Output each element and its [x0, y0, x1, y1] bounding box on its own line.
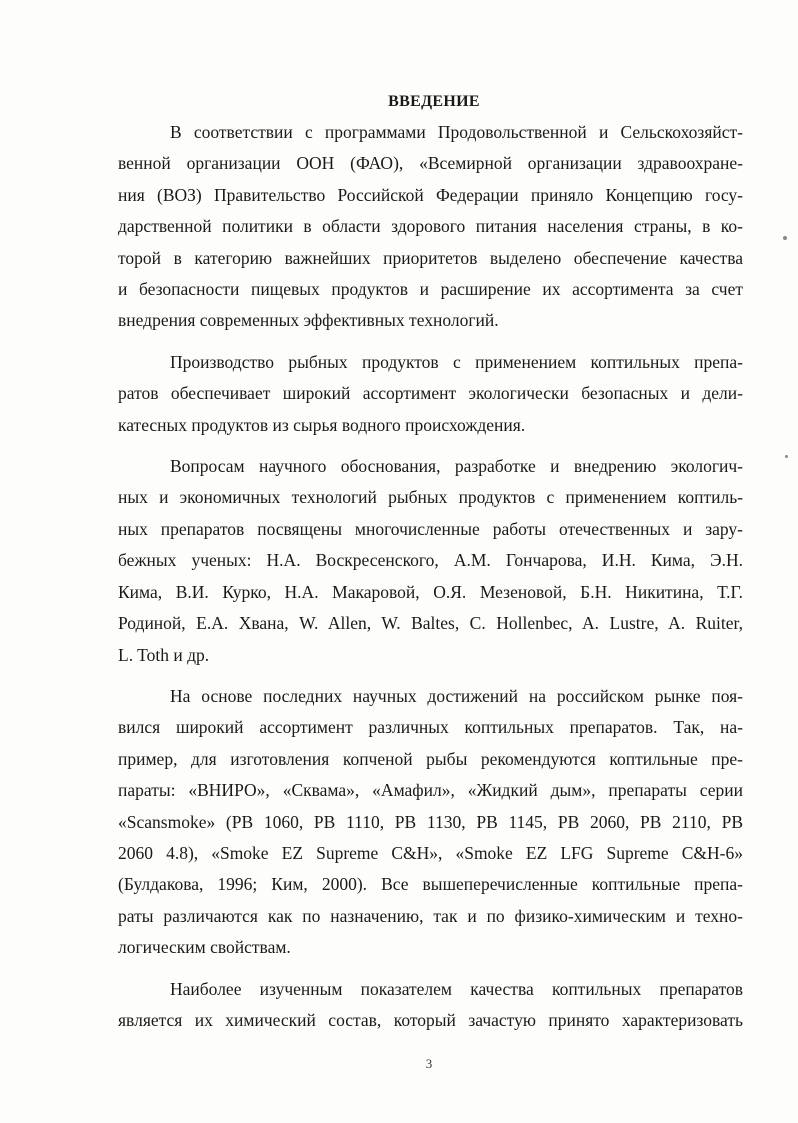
text-line: Вопросам научного обоснования, разработке и внедрению экологич-: [170, 456, 743, 477]
text-line: торой в категорию важнейших приоритетов выделено обеспечение качества: [118, 247, 743, 268]
document-body: [118, 117, 743, 1036]
text-line: является их химический состав, который зачастую принято характеризовать: [118, 1009, 743, 1030]
document-heading: ВВЕДЕНИЕ: [388, 93, 480, 110]
text-line: раты различаются как по назначению, так и по физико-химическим и техно-: [118, 905, 743, 926]
text-line: На основе последних научных достижений на российском рынке поя-: [170, 685, 743, 706]
scan-speck: [785, 455, 788, 458]
text-line: Родиной, Е.А. Хвана, W. Allen, W. Baltes, C. Hollenbec, A. Lustre, A. Ruiter,: [118, 613, 743, 634]
text-line: логическим свойствам.: [118, 937, 291, 958]
text-line: L. Toth и др.: [118, 644, 210, 665]
page-number: 3: [425, 1056, 433, 1071]
text-line: ных препаратов посвящены многочисленные работы отечественных и зару-: [118, 518, 743, 539]
text-line: дарственной политики в области здорового питания населения страны, в ко-: [118, 216, 743, 237]
text-line: Наиболее изученным показателем качества коптильных препаратов: [170, 978, 743, 999]
paragraph-1: [118, 117, 743, 337]
text-line: Кима, В.И. Курко, Н.А. Макаровой, О.Я. Мезеновой, Б.Н. Никитина, Т.Г.: [118, 581, 743, 602]
text-line: Производство рыбных продуктов с применением коптильных препа-: [170, 351, 743, 372]
text-line: и безопасности пищевых продуктов и расширение их ассортимента за счет: [118, 279, 743, 300]
text-line: ния (ВОЗ) Правительство Российской Федерации приняло Концепцию госу-: [118, 184, 743, 205]
text-line: ратов обеспечивает широкий ассортимент экологически безопасных и дели-: [118, 383, 743, 404]
paragraph-4: [118, 681, 743, 964]
text-line: вился широкий ассортимент различных коптильных препаратов. Так, на-: [118, 717, 743, 738]
scan-speck: [783, 236, 787, 240]
text-line: катесных продуктов из сырья водного происхождения.: [118, 414, 526, 435]
text-line: 2060 4.8), «Smoke EZ Supreme C&H», «Smoke EZ LFG Supreme C&H-6»: [118, 842, 743, 863]
text-line: (Булдакова, 1996; Ким, 2000). Все вышеперечисленные коптильные препа-: [118, 874, 743, 895]
text-line: пример, для изготовления копченой рыбы рекомендуются коптильные пре-: [118, 748, 743, 769]
paragraph-2: [118, 347, 743, 441]
text-line: внедрения современных эффективных технологий.: [118, 310, 499, 331]
text-line: венной организации ООН (ФАО), «Всемирной организации здравоохране-: [118, 153, 743, 174]
text-line: параты: «ВНИРО», «Сквама», «Амафил», «Жидкий дым», препараты серии: [118, 780, 743, 801]
text-line: «Scansmoke» (PB 1060, PB 1110, PB 1130, PB 1145, PB 2060, PB 2110, PB: [118, 811, 743, 832]
paragraph-3: [118, 451, 743, 671]
paragraph-5: [118, 974, 743, 1037]
text-line: бежных ученых: Н.А. Воскресенского, А.М. Гончарова, И.Н. Кима, Э.Н.: [118, 550, 743, 571]
text-line: В соответствии с программами Продовольственной и Сельскохозяйст-: [170, 122, 743, 142]
text-line: ных и экономичных технологий рыбных продуктов с применением коптиль-: [118, 487, 743, 508]
